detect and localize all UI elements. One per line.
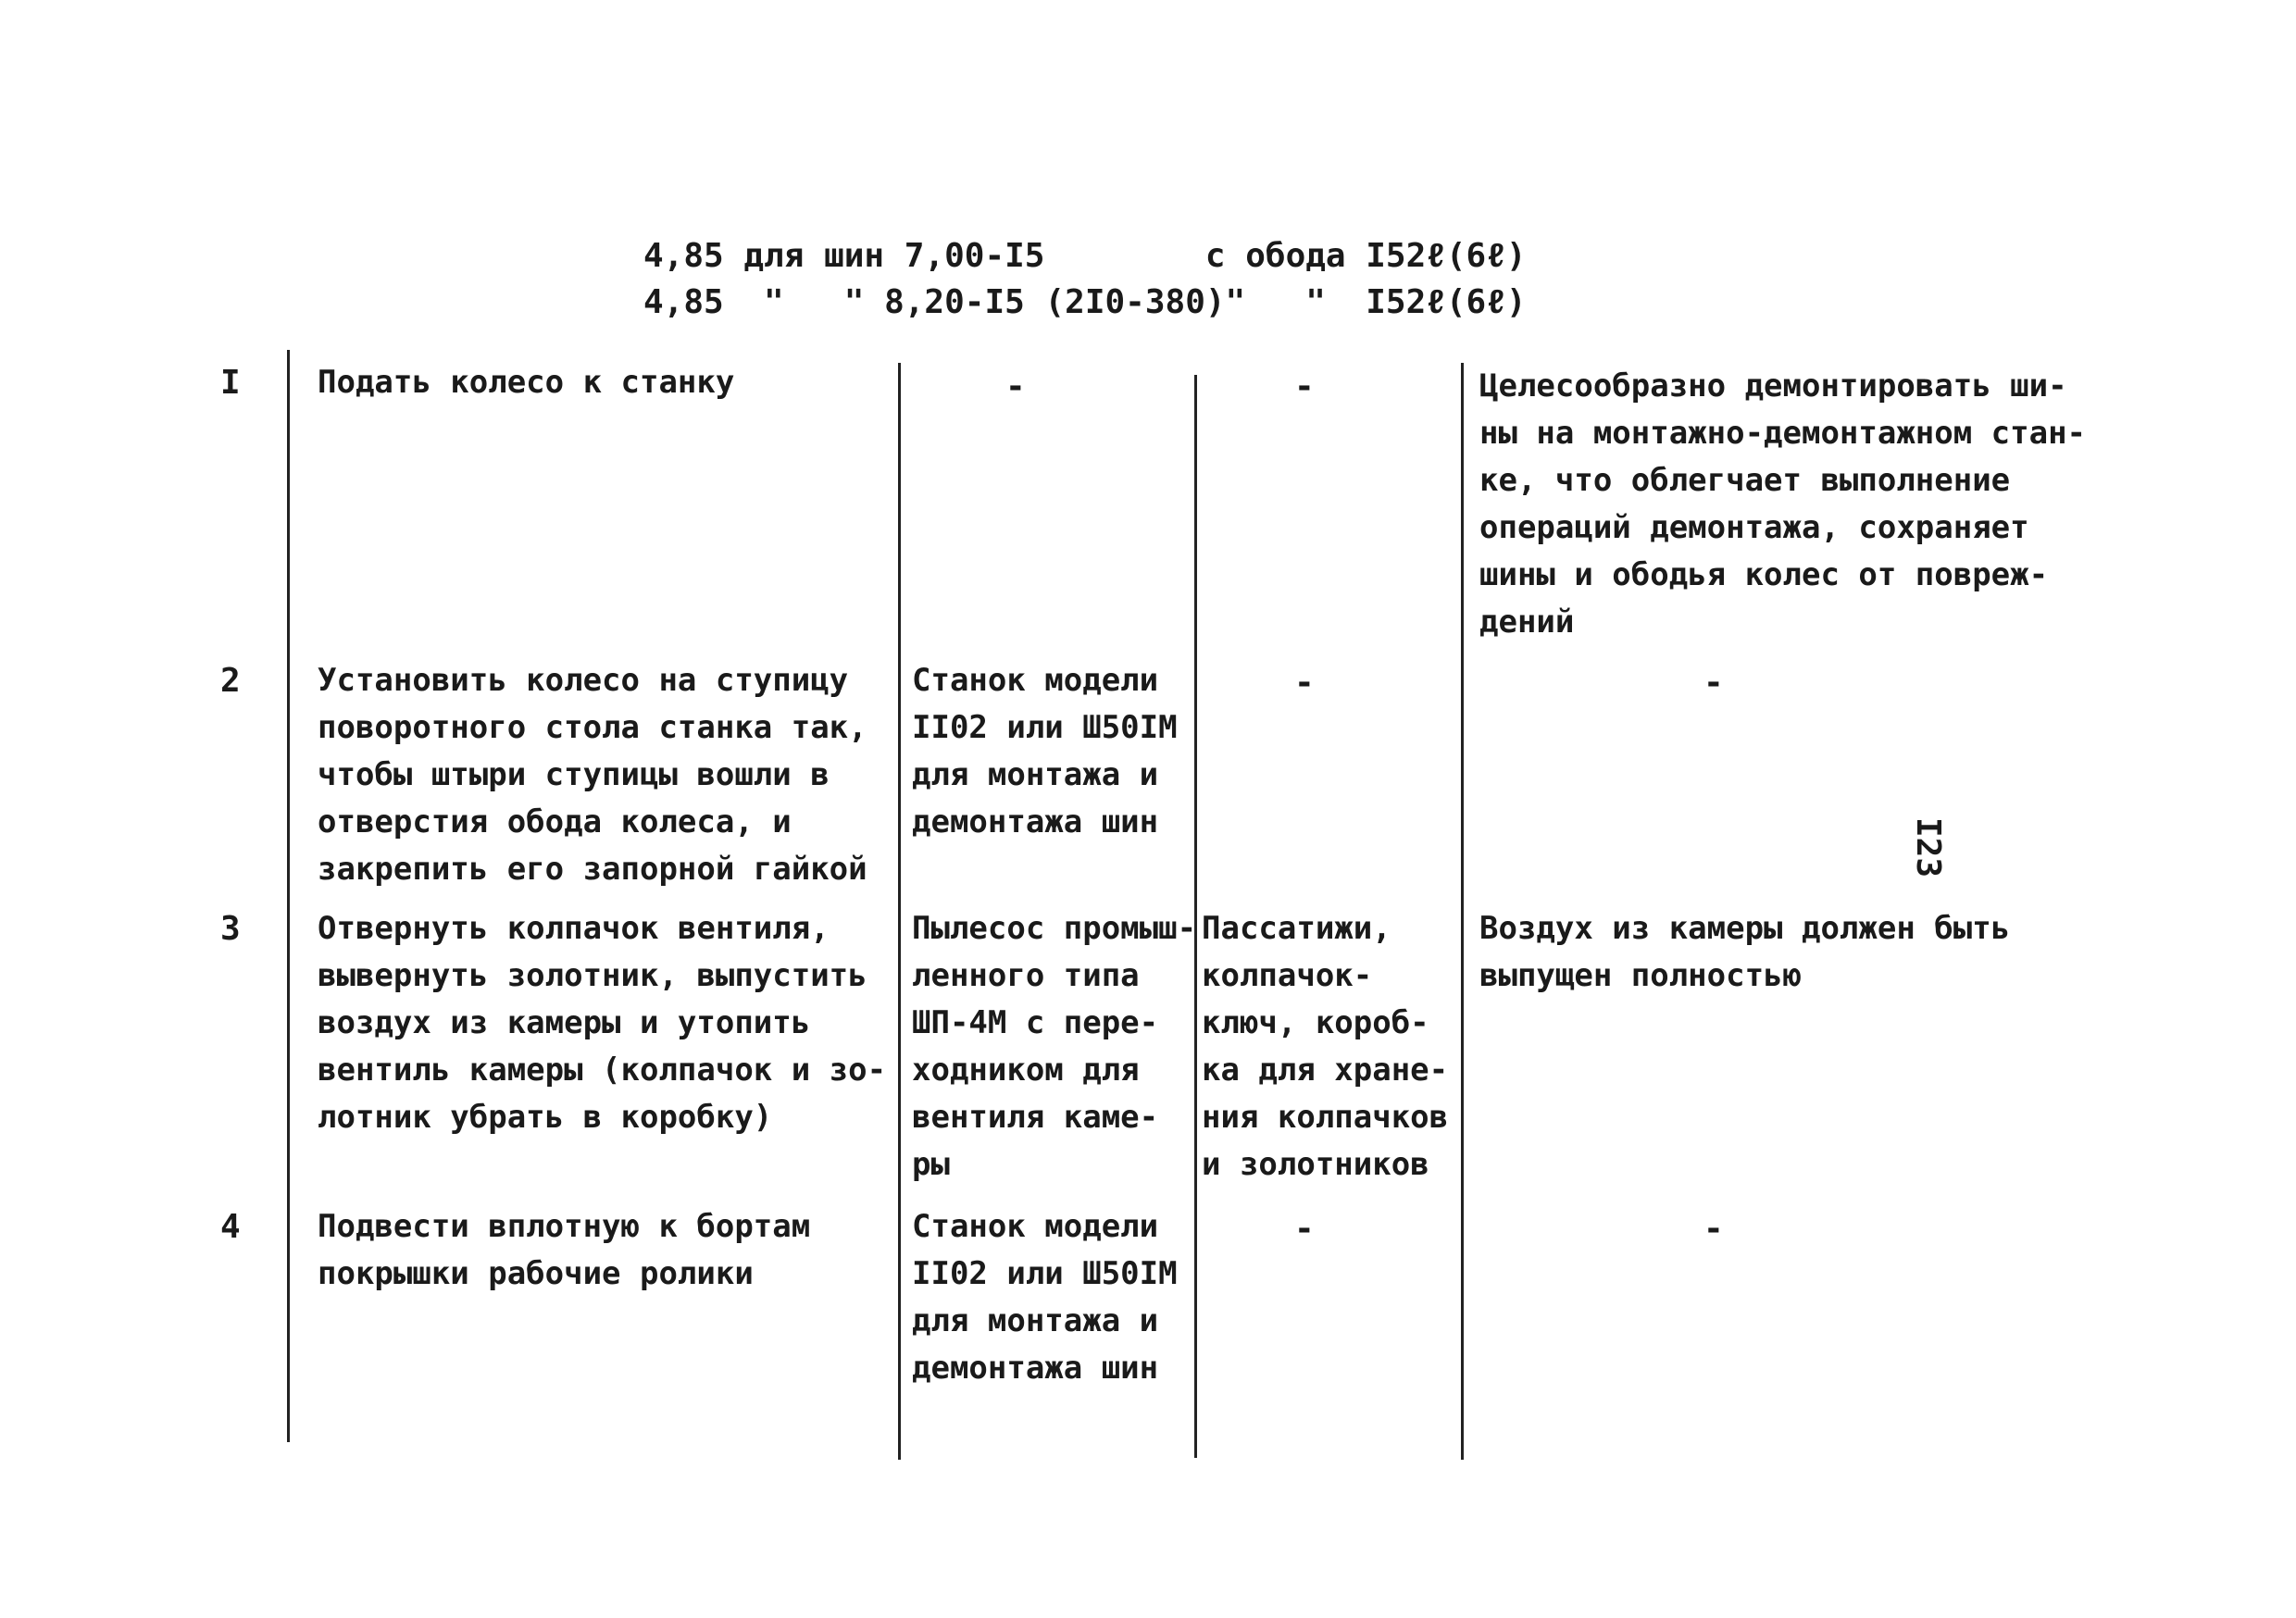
row-number: I (220, 364, 241, 402)
column-divider-4 (1461, 363, 1464, 1460)
row-number: 3 (220, 910, 241, 948)
header-line-2: 4,85 " " 8,20-I5 (2I0-380)" " I52ℓ(6ℓ) (643, 283, 1527, 321)
row-operation: Подать колесо к станку (318, 364, 735, 401)
row-equipment: Пылесос промыш- ленного типа ШП-4М с пере- ходником для вентиля каме- ры (912, 910, 1197, 1183)
row-number: 4 (220, 1208, 241, 1246)
row-tools: - (1294, 664, 1315, 702)
row-operation: Установить колесо на ступицу поворотного стола станка так, чтобы штыри ступицы вошли в отверстия обода колеса, и закрепить его запорной гайкой (318, 662, 867, 888)
column-divider-1 (287, 350, 290, 1442)
row-equipment: - (1005, 367, 1026, 405)
row-notes: Целесообразно демонтировать ши- ны на монтажно-демонтажном стан- ке, что облегчает выполнение операций демонтажа, сохраняет шины и ободья колес от повреж- дений (1479, 367, 2087, 641)
row-operation: Подвести вплотную к бортам покрышки рабочие ролики (318, 1208, 811, 1292)
row-equipment: Станок модели II02 или Ш50IМ для монтажа и демонтажа шин (912, 662, 1178, 840)
row-notes: Воздух из камеры должен быть выпущен полностью (1479, 910, 2011, 994)
column-divider-2 (898, 363, 901, 1460)
row-notes: - (1703, 1210, 1724, 1248)
row-tools: - (1294, 1210, 1315, 1248)
header-line-1: 4,85 для шин 7,00-I5 с обода I52ℓ(6ℓ) (643, 237, 1527, 275)
row-notes: - (1703, 664, 1724, 702)
row-operation: Отвернуть колпачок вентиля, вывернуть золотник, выпустить воздух из камеры и утопить вентиль камеры (колпачок и зо- лотник убрать в коробку) (318, 910, 887, 1136)
page-number: I23 (1909, 816, 1948, 878)
row-equipment: Станок модели II02 или Ш50IМ для монтажа и демонтажа шин (912, 1208, 1178, 1387)
row-number: 2 (220, 662, 241, 700)
row-tools: Пассатижи, колпачок- ключ, короб- ка для хране- ния колпачков и золотников (1202, 910, 1449, 1183)
row-tools: - (1294, 367, 1315, 405)
